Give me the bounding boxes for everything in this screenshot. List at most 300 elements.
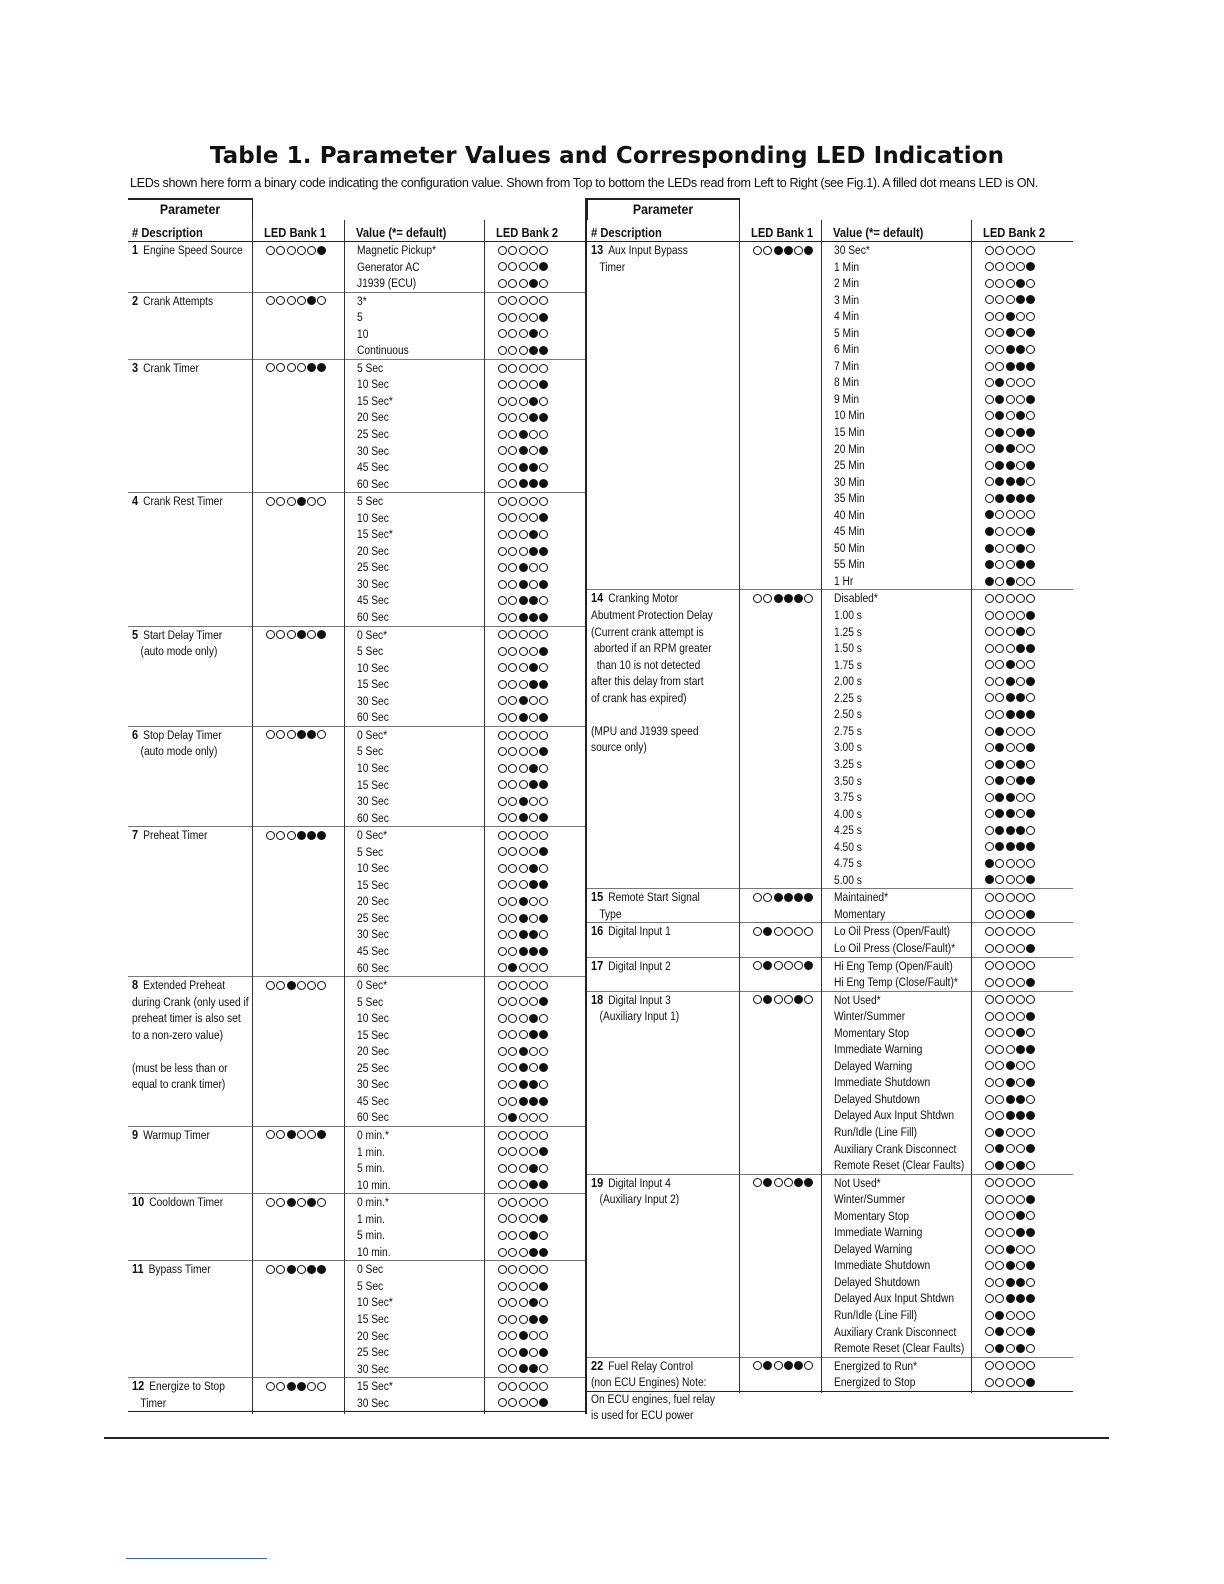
value-label: 10 Sec xyxy=(357,510,389,525)
led-on-icon xyxy=(1026,776,1035,785)
value-label: 8 Min xyxy=(834,375,860,390)
led-off-icon xyxy=(519,313,528,322)
led-off-icon xyxy=(508,663,517,672)
value-row xyxy=(128,1010,586,1027)
value-row xyxy=(587,457,1073,474)
parameter-number: 8 xyxy=(132,977,139,993)
led-on-icon xyxy=(519,813,528,822)
led-off-icon xyxy=(1006,428,1015,437)
parameter-description-text: Cranking Motor Abutment Protection Delay (Current crank attempt is aborted if an RPM greater than 10 is not detected after this delay from start of crank has expired) (MPU and J1939 speed source only) xyxy=(591,591,713,755)
led-on-icon xyxy=(1016,760,1025,769)
led-off-icon xyxy=(498,1248,507,1257)
led-bank2-code xyxy=(498,764,548,773)
led-off-icon xyxy=(539,246,548,255)
led-bank2-code xyxy=(985,1228,1035,1237)
value-label: 20 Min xyxy=(834,441,865,456)
led-on-icon xyxy=(539,380,548,389)
led-off-icon xyxy=(498,246,507,255)
value-row xyxy=(128,1328,586,1345)
value-label: 5 Sec xyxy=(357,994,384,1009)
led-off-icon xyxy=(1016,944,1025,953)
led-on-icon xyxy=(519,1080,528,1089)
led-off-icon xyxy=(985,809,994,818)
value-label: 10 min. xyxy=(357,1177,391,1192)
parameter-description-text: Start Delay Timer (auto mode only) xyxy=(140,627,223,659)
led-on-icon xyxy=(539,1315,548,1324)
led-on-icon xyxy=(1026,842,1035,851)
led-on-icon xyxy=(529,530,538,539)
led-off-icon xyxy=(1026,1128,1035,1137)
led-on-icon xyxy=(539,747,548,756)
led-on-icon xyxy=(1006,842,1015,851)
led-off-icon xyxy=(498,713,507,722)
footer-link-underline[interactable] xyxy=(126,1558,267,1559)
led-on-icon xyxy=(529,1298,538,1307)
column-headers xyxy=(128,220,586,242)
led-off-icon xyxy=(1026,826,1035,835)
led-off-icon xyxy=(1016,1327,1025,1336)
value-row xyxy=(587,673,1073,690)
led-off-icon xyxy=(539,897,548,906)
value-row xyxy=(587,789,1073,806)
led-on-icon xyxy=(539,413,548,422)
column-headers xyxy=(587,220,1073,242)
value-label: 1 Hr xyxy=(834,573,854,588)
led-off-icon xyxy=(519,413,528,422)
parameter-description-text: Extended Preheat during Crank (only used if preheat timer is also set to a non-zero value) (must be less than or equal to crank timer) xyxy=(132,978,249,1092)
led-off-icon xyxy=(995,1078,1004,1087)
value-row xyxy=(587,739,1073,756)
led-off-icon xyxy=(519,1382,528,1391)
led-off-icon xyxy=(508,630,517,639)
led-on-icon xyxy=(529,479,538,488)
led-off-icon xyxy=(539,463,548,472)
led-off-icon xyxy=(1026,1278,1035,1287)
parameter-number: 17 xyxy=(591,957,604,973)
led-off-icon xyxy=(1016,859,1025,868)
led-on-icon xyxy=(1016,477,1025,486)
led-off-icon xyxy=(498,1231,507,1240)
led-on-icon xyxy=(1016,1211,1025,1220)
value-row xyxy=(587,325,1073,342)
led-off-icon xyxy=(995,1361,1004,1370)
led-on-icon xyxy=(1016,627,1025,636)
led-off-icon xyxy=(519,1214,528,1223)
value-label: Not Used* xyxy=(834,992,881,1007)
value-row xyxy=(587,523,1073,540)
led-off-icon xyxy=(995,328,1004,337)
led-off-icon xyxy=(1006,1178,1015,1187)
led-off-icon xyxy=(1006,246,1015,255)
led-off-icon xyxy=(1006,1378,1015,1387)
value-label: 45 Sec xyxy=(357,943,389,958)
led-bank2-code xyxy=(498,963,548,972)
led-bank2-code xyxy=(498,279,548,288)
led-on-icon xyxy=(1006,362,1015,371)
led-off-icon xyxy=(1026,660,1035,669)
value-label: 3* xyxy=(357,293,367,308)
led-on-icon xyxy=(995,842,1004,851)
led-on-icon xyxy=(519,1047,528,1056)
value-row xyxy=(587,292,1073,309)
led-off-icon xyxy=(1006,776,1015,785)
led-bank2-code xyxy=(985,577,1035,586)
value-label: 25 Sec xyxy=(357,910,389,925)
value-row xyxy=(587,940,1073,957)
led-off-icon xyxy=(1016,262,1025,271)
led-on-icon xyxy=(985,527,994,536)
led-on-icon xyxy=(1016,1045,1025,1054)
led-off-icon xyxy=(985,378,994,387)
led-off-icon xyxy=(1006,560,1015,569)
led-off-icon xyxy=(1006,1045,1015,1054)
value-label: 5 min. xyxy=(357,1161,385,1176)
led-on-icon xyxy=(539,547,548,556)
value-row xyxy=(128,1378,586,1395)
led-off-icon xyxy=(498,747,507,756)
value-label: 10 Sec xyxy=(357,660,389,675)
led-bank2-code xyxy=(498,1315,548,1324)
parameter-group xyxy=(587,923,1073,957)
led-on-icon xyxy=(1016,1278,1025,1287)
value-label: 55 Min xyxy=(834,557,865,572)
led-off-icon xyxy=(539,596,548,605)
led-off-icon xyxy=(519,262,528,271)
value-row xyxy=(128,1109,586,1126)
value-label: 5 Min xyxy=(834,325,860,340)
led-off-icon xyxy=(995,944,1004,953)
value-row xyxy=(128,242,586,259)
led-on-icon xyxy=(539,1282,548,1291)
led-off-icon xyxy=(519,1398,528,1407)
value-label: 25 Sec xyxy=(357,560,389,575)
led-off-icon xyxy=(508,246,517,255)
value-label: Maintained* xyxy=(834,890,889,905)
value-label: Delayed Warning xyxy=(834,1241,913,1256)
led-off-icon xyxy=(539,630,548,639)
led-on-icon xyxy=(519,580,528,589)
value-row xyxy=(587,690,1073,707)
led-off-icon xyxy=(498,313,507,322)
led-bank2-code xyxy=(498,663,548,672)
value-label: Remote Reset (Clear Faults) xyxy=(834,1341,965,1356)
led-off-icon xyxy=(498,880,507,889)
led-off-icon xyxy=(498,813,507,822)
led-on-icon xyxy=(1006,660,1015,669)
value-label: 4.50 s xyxy=(834,839,862,854)
led-off-icon xyxy=(519,1164,528,1173)
led-off-icon xyxy=(985,995,994,1004)
led-off-icon xyxy=(985,760,994,769)
led-off-icon xyxy=(519,731,528,740)
led-off-icon xyxy=(508,513,517,522)
parameter-description-text: Stop Delay Timer (auto mode only) xyxy=(140,727,222,759)
led-off-icon xyxy=(1016,444,1025,453)
led-off-icon xyxy=(995,910,1004,919)
led-off-icon xyxy=(1016,793,1025,802)
led-off-icon xyxy=(985,893,994,902)
value-row xyxy=(587,1340,1073,1357)
led-on-icon xyxy=(1026,1195,1035,1204)
led-off-icon xyxy=(1006,893,1015,902)
led-on-icon xyxy=(985,544,994,553)
led-bank2-code xyxy=(498,580,548,589)
value-row xyxy=(128,793,586,810)
led-off-icon xyxy=(519,380,528,389)
value-label: 15 Min xyxy=(834,425,865,440)
led-off-icon xyxy=(498,1348,507,1357)
led-off-icon xyxy=(985,1095,994,1104)
value-label: 5 Sec xyxy=(357,744,384,759)
led-off-icon xyxy=(498,1214,507,1223)
led-on-icon xyxy=(529,279,538,288)
led-bank2-code xyxy=(498,647,548,656)
led-bank2-code xyxy=(985,842,1035,851)
led-bank2-code xyxy=(985,362,1035,371)
led-off-icon xyxy=(508,947,517,956)
value-row xyxy=(128,259,586,276)
led-off-icon xyxy=(1016,312,1025,321)
led-off-icon xyxy=(995,893,1004,902)
led-on-icon xyxy=(995,395,1004,404)
value-row xyxy=(128,543,586,560)
led-off-icon xyxy=(1016,510,1025,519)
led-off-icon xyxy=(1006,875,1015,884)
led-off-icon xyxy=(995,1045,1004,1054)
led-on-icon xyxy=(1026,1111,1035,1120)
led-off-icon xyxy=(1006,395,1015,404)
value-label: 30 Sec xyxy=(357,927,389,942)
parameter-group xyxy=(587,242,1073,590)
led-off-icon xyxy=(529,430,538,439)
led-bank2-code xyxy=(985,1095,1035,1104)
led-bank2-code xyxy=(498,630,548,639)
led-off-icon xyxy=(1026,859,1035,868)
led-off-icon xyxy=(1006,527,1015,536)
value-label: Lo Oil Press (Open/Fault) xyxy=(834,924,951,939)
led-off-icon xyxy=(498,580,507,589)
value-label: 20 Sec xyxy=(357,894,389,909)
led-off-icon xyxy=(519,981,528,990)
led-on-icon xyxy=(1016,279,1025,288)
led-on-icon xyxy=(1016,842,1025,851)
led-on-icon xyxy=(539,914,548,923)
led-off-icon xyxy=(985,428,994,437)
led-bank2-code xyxy=(498,914,548,923)
led-off-icon xyxy=(985,1061,994,1070)
value-row xyxy=(128,1127,586,1144)
led-off-icon xyxy=(1026,411,1035,420)
led-off-icon xyxy=(985,961,994,970)
value-row xyxy=(128,459,586,476)
led-off-icon xyxy=(1026,727,1035,736)
value-row xyxy=(587,773,1073,790)
led-on-icon xyxy=(529,947,538,956)
led-bank2-code xyxy=(985,560,1035,569)
value-label: 30 Sec xyxy=(357,576,389,591)
parameter-group xyxy=(128,977,586,1127)
led-bank2-code xyxy=(985,1261,1035,1270)
led-off-icon xyxy=(1006,1144,1015,1153)
led-off-icon xyxy=(539,731,548,740)
led-off-icon xyxy=(1016,1195,1025,1204)
led-off-icon xyxy=(508,262,517,271)
parameter-group xyxy=(587,992,1073,1175)
led-off-icon xyxy=(498,947,507,956)
table-caption: LEDs shown here form a binary code indicating the configuration value. Shown from Top to bottom the LEDs read from Left to Right (see Fig.1). A filled dot means LED is ON. xyxy=(130,176,1039,190)
led-bank2-code xyxy=(985,395,1035,404)
led-off-icon xyxy=(519,547,528,556)
led-on-icon xyxy=(1016,1161,1025,1170)
led-off-icon xyxy=(985,312,994,321)
value-label: 2.75 s xyxy=(834,723,862,738)
value-row xyxy=(128,926,586,943)
value-row xyxy=(128,1043,586,1060)
led-bank2-code xyxy=(985,677,1035,686)
value-label: 15 Sec xyxy=(357,1027,389,1042)
led-bank2-code xyxy=(985,544,1035,553)
parameter-group xyxy=(128,242,586,293)
led-on-icon xyxy=(1006,1294,1015,1303)
led-off-icon xyxy=(508,1198,517,1207)
led-on-icon xyxy=(539,1214,548,1223)
value-label: 4 Min xyxy=(834,309,860,324)
led-off-icon xyxy=(1016,809,1025,818)
led-bank2-code xyxy=(985,1344,1035,1353)
led-off-icon xyxy=(539,497,548,506)
value-row xyxy=(128,877,586,894)
led-off-icon xyxy=(498,864,507,873)
value-row xyxy=(587,822,1073,839)
led-off-icon xyxy=(985,944,994,953)
value-label: 30 Min xyxy=(834,474,865,489)
led-off-icon xyxy=(1006,1327,1015,1336)
led-on-icon xyxy=(1006,1061,1015,1070)
value-label: 6 Min xyxy=(834,342,860,357)
led-on-icon xyxy=(539,1097,548,1106)
value-label: Delayed Aux Input Shtdwn xyxy=(834,1108,955,1123)
led-off-icon xyxy=(508,747,517,756)
led-off-icon xyxy=(995,644,1004,653)
led-on-icon xyxy=(519,914,528,923)
parameter-description-text: Bypass Timer xyxy=(148,1262,211,1277)
value-row xyxy=(587,806,1073,823)
led-off-icon xyxy=(498,731,507,740)
value-row xyxy=(587,723,1073,740)
led-on-icon xyxy=(1026,809,1035,818)
value-row xyxy=(587,1175,1073,1192)
led-off-icon xyxy=(519,296,528,305)
led-bank2-code xyxy=(985,411,1035,420)
led-off-icon xyxy=(508,831,517,840)
value-label: 3 Min xyxy=(834,292,860,307)
value-row xyxy=(128,760,586,777)
value-row xyxy=(587,259,1073,276)
led-off-icon xyxy=(1026,1178,1035,1187)
value-row xyxy=(128,510,586,527)
led-on-icon xyxy=(1006,809,1015,818)
value-row xyxy=(587,590,1073,607)
led-off-icon xyxy=(508,1282,517,1291)
led-off-icon xyxy=(1006,978,1015,987)
led-off-icon xyxy=(508,380,517,389)
led-bank2-code xyxy=(498,346,548,355)
led-on-icon xyxy=(539,1063,548,1072)
led-off-icon xyxy=(539,430,548,439)
led-off-icon xyxy=(985,677,994,686)
led-on-icon xyxy=(508,963,517,972)
value-row xyxy=(128,342,586,359)
led-on-icon xyxy=(1016,560,1025,569)
led-off-icon xyxy=(995,1095,1004,1104)
value-row xyxy=(587,1191,1073,1208)
led-on-icon xyxy=(985,560,994,569)
value-label: 5 min. xyxy=(357,1228,385,1243)
led-off-icon xyxy=(539,764,548,773)
led-off-icon xyxy=(529,1382,538,1391)
led-on-icon xyxy=(985,859,994,868)
led-off-icon xyxy=(519,1014,528,1023)
led-off-icon xyxy=(995,560,1004,569)
led-off-icon xyxy=(508,613,517,622)
led-on-icon xyxy=(1006,494,1015,503)
parameter-group xyxy=(128,360,586,493)
led-off-icon xyxy=(498,497,507,506)
value-label: Energized to Run* xyxy=(834,1358,918,1373)
value-label: Winter/Summer xyxy=(834,1192,906,1207)
led-bank2-code xyxy=(985,1078,1035,1087)
led-bank2-code xyxy=(498,1282,548,1291)
value-row xyxy=(587,490,1073,507)
led-off-icon xyxy=(508,713,517,722)
value-row xyxy=(128,476,586,493)
led-off-icon xyxy=(1026,760,1035,769)
value-label: 5 Sec xyxy=(357,494,384,509)
led-bank2-code xyxy=(498,1047,548,1056)
led-off-icon xyxy=(498,847,507,856)
value-row xyxy=(128,827,586,844)
led-bank2-code xyxy=(498,1231,548,1240)
led-off-icon xyxy=(508,446,517,455)
led-on-icon xyxy=(529,329,538,338)
led-bank2-code xyxy=(985,710,1035,719)
led-bank2-code xyxy=(985,444,1035,453)
value-label: 5 Sec xyxy=(357,1278,384,1293)
led-off-icon xyxy=(519,1248,528,1257)
led-off-icon xyxy=(498,797,507,806)
parameter-description-text: Cooldown Timer xyxy=(149,1195,224,1210)
led-off-icon xyxy=(519,963,528,972)
led-off-icon xyxy=(508,680,517,689)
parameter-number: 22 xyxy=(591,1357,604,1373)
led-off-icon xyxy=(519,831,528,840)
led-off-icon xyxy=(519,1198,528,1207)
led-on-icon xyxy=(539,847,548,856)
led-bank2-code xyxy=(498,513,548,522)
led-off-icon xyxy=(985,826,994,835)
led-on-icon xyxy=(1026,527,1035,536)
value-label: 60 Sec xyxy=(357,1110,389,1125)
led-on-icon xyxy=(1006,1095,1015,1104)
value-row xyxy=(128,627,586,644)
led-off-icon xyxy=(508,596,517,605)
parameter-description-text: Crank Attempts xyxy=(143,293,214,308)
led-off-icon xyxy=(529,1113,538,1122)
led-off-icon xyxy=(508,1014,517,1023)
value-label: 20 Sec xyxy=(357,410,389,425)
right-table xyxy=(587,198,1073,1423)
left-table xyxy=(128,198,586,1412)
